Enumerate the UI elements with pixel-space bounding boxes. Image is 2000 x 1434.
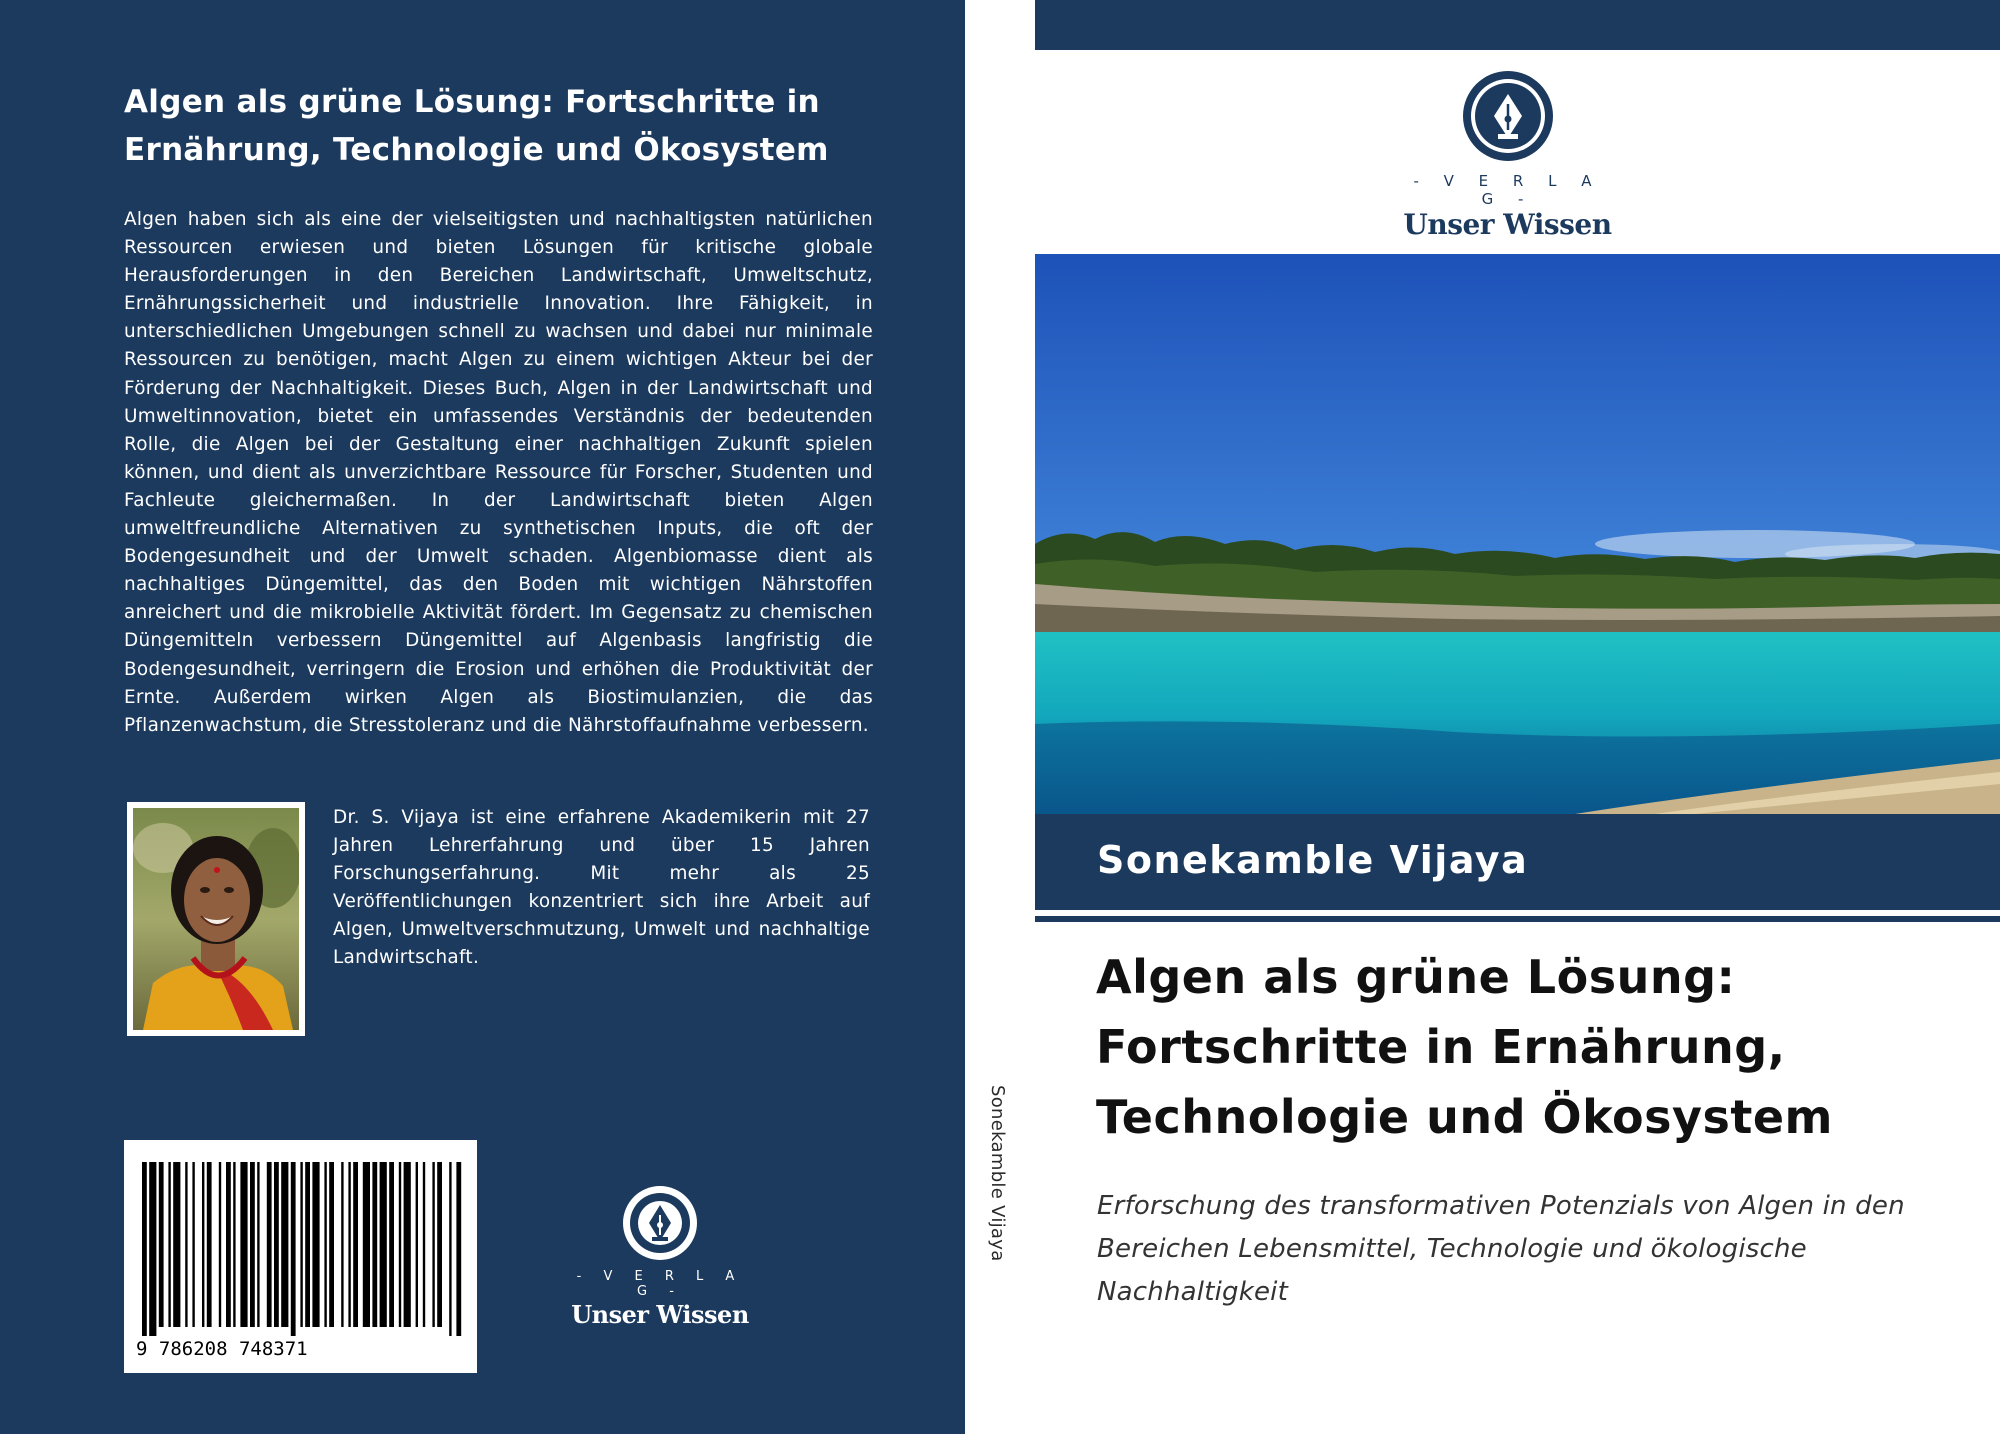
author-portrait-image — [133, 808, 299, 1030]
barcode-bar — [372, 1162, 377, 1327]
front-author-name: Sonekamble Vijaya — [1097, 838, 1529, 882]
back-cover-blurb: Algen haben sich als eine der vielseitigsten und nachhaltigsten natürlichen Ressourcen erwiesen und bieten Lösungen für kritische globale Herausforderungen in den Bereichen Landwirtschaft, Umweltschutz, Ernährungssicherheit und industrielle Innovation. Ihre Fähigkeit, in unterschiedlichen Umgebungen schnell zu wachsen und dabei nur minimale Ressourcen zu benötigen, macht Algen zu einem wichtigen Akteur bei der Förderung der Nachhaltigkeit. Dieses Buch, Algen in der Landwirtschaft und Umweltinnovation, bietet ein umfassendes Verständnis der bedeutenden Rolle, die Algen bei der Gestaltung einer nachhaltigen Zukunft spielen können, und dient als unverzichtbare Ressource für Forscher, Studenten und Fachleute gleichermaßen. In der Landwirtschaft bieten Algen umweltfreundliche Alternativen zu synthetischen Inputs, die oft der Bodengesundheit und der Umwelt schaden. Algenbiomasse dient als nachhaltiges Düngemittel, das den Boden mit wichtigen Nährstoffen anreichert und die mikrobielle Aktivität fördert. Im Gegensatz zu chemischen Düngemitteln verbessern Düngemittel auf Algenbasis langfristig die Bodengesundheit, verringern die Erosion und erhöhen die Produktivität der Ernte. Außerdem wirken Algen als Biostimulanzien, die das Pflanzenwachstum, die Stresstoleranz und die Nährstoffaufnahme verbessern. — [124, 209, 873, 736]
barcode-bar — [324, 1162, 326, 1327]
barcode-bar — [456, 1162, 461, 1336]
barcode-bar — [423, 1162, 425, 1327]
barcode-bar — [380, 1162, 387, 1327]
barcode-bar — [173, 1162, 180, 1327]
barcode-bar — [329, 1162, 334, 1327]
barcode-bar — [353, 1162, 358, 1327]
author-photo — [127, 802, 305, 1036]
front-top-bar — [1035, 0, 2000, 50]
barcode-bar — [291, 1162, 296, 1336]
verlag-label: - V E R L A G - — [1413, 172, 1602, 208]
isbn-digits: 9 786208 748371 — [136, 1338, 308, 1360]
barcode-bar — [168, 1162, 170, 1327]
barcode-bar — [416, 1162, 418, 1327]
barcode-bar — [226, 1162, 231, 1327]
barcode-bar — [300, 1162, 302, 1327]
barcode-bar — [363, 1162, 370, 1327]
barcode-bar — [219, 1162, 221, 1327]
barcode-bar — [399, 1162, 401, 1327]
barcode-bar — [404, 1162, 411, 1327]
fountain-pen-nib-icon — [622, 1185, 698, 1261]
barcode-bar — [185, 1162, 187, 1327]
barcode-bar — [267, 1162, 272, 1327]
back-publisher-logo — [570, 1185, 750, 1329]
barcode-bar — [312, 1162, 319, 1327]
barcode-bar — [348, 1162, 350, 1327]
lagoon-image — [1035, 254, 2000, 814]
barcode-bar — [389, 1162, 394, 1327]
barcode-bar — [437, 1162, 442, 1327]
fountain-pen-nib-icon — [1462, 70, 1554, 162]
barcode-bar — [233, 1162, 235, 1327]
back-cover — [0, 0, 965, 1434]
front-publisher-logo — [1400, 70, 1615, 241]
verlag-label: - V E R L A G - — [576, 1269, 744, 1299]
publisher-name: Unser Wissen — [571, 1300, 749, 1329]
barcode-bar — [159, 1162, 164, 1327]
barcode-bar — [341, 1162, 343, 1327]
author-bio: Dr. S. Vijaya ist eine erfahrene Akademikerin mit 27 Jahren Lehrerfahrung und über 15 Jahren Forschungserfahrung. Mit mehr als 25 Veröffentlichungen konzentriert sich ihre Arbeit auf Algen, Umweltverschmutzung, Umwelt und nachhaltige Landwirtschaft. — [333, 807, 870, 969]
publisher-name: Unser Wissen — [1403, 208, 1612, 241]
barcode-bar — [449, 1162, 451, 1336]
barcode-bar — [142, 1162, 147, 1336]
spine-author: Sonekamble Vijaya — [987, 1085, 1008, 1262]
cover-landscape-photo — [1035, 254, 2000, 814]
barcode-bar — [257, 1162, 259, 1327]
front-cover-title: Algen als grüne Lösung: Fortschritte in Ernährung, Technologie und Ökosystem — [1096, 950, 1833, 1144]
barcode-bar — [305, 1162, 310, 1327]
barcode-bar — [240, 1162, 247, 1327]
barcode-bar — [250, 1162, 255, 1327]
back-cover-title: Algen als grüne Lösung: Fortschritte in Ernährung, Technologie und Ökosystem — [124, 84, 829, 168]
barcode-bar — [207, 1162, 212, 1327]
divider-rule — [1035, 916, 2000, 922]
barcode-bar — [432, 1162, 434, 1327]
barcode-image — [124, 1140, 477, 1373]
front-cover-subtitle: Erforschung des transformativen Potenzials von Algen in den Bereichen Lebensmittel, Technologie und ökologische Nachhaltigkeit — [1097, 1191, 1905, 1307]
isbn-barcode — [124, 1140, 477, 1373]
barcode-bar — [202, 1162, 204, 1327]
barcode-bar — [192, 1162, 194, 1327]
barcode-bar — [281, 1162, 288, 1327]
barcode-bar — [149, 1162, 156, 1336]
barcode-bar — [274, 1162, 279, 1327]
